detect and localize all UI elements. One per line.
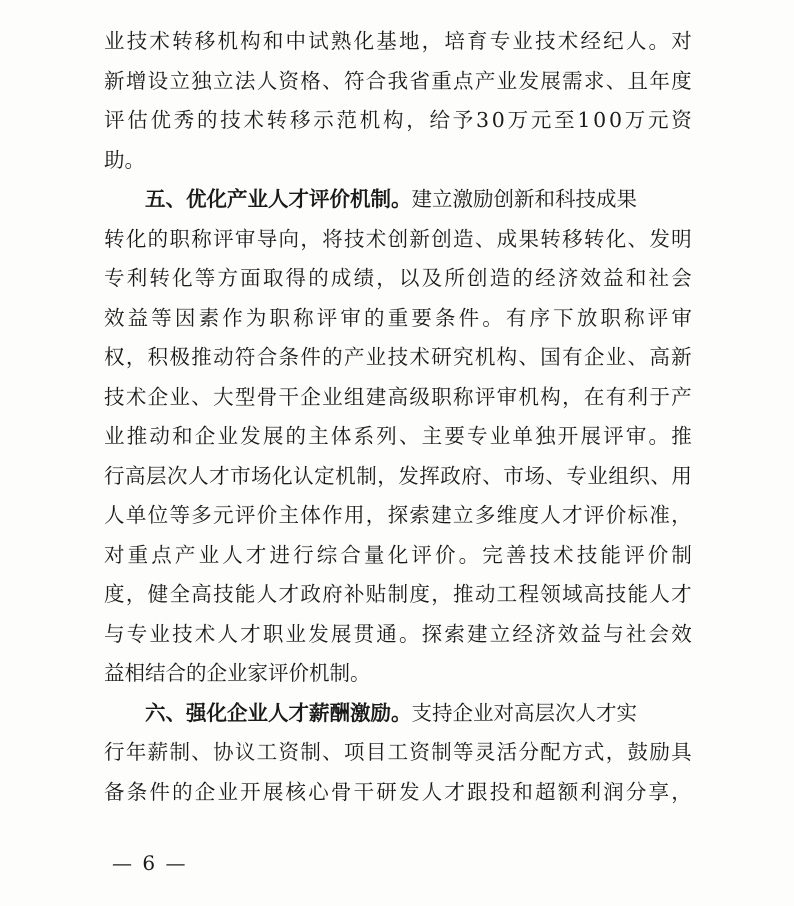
text-line: 转 化 的 职 称 评 审 导 向 ， 将 技 术 创 新 创 造 、 成 果 转 移 转 化 、 发 明 bbox=[104, 226, 692, 251]
paragraph-tech-transfer-continuation bbox=[104, 22, 692, 180]
text-line-with-heading bbox=[104, 694, 692, 734]
text-line: 权 ， 积 极 推 动 符 合 条 件 的 产 业 技 术 研 究 机 构 、 国 有 企 业 、 高 新 bbox=[104, 345, 692, 369]
paragraph-talent-evaluation bbox=[104, 180, 692, 694]
text-run: 支持企业对高层次人才实 bbox=[411, 700, 637, 725]
text-line: 益相结合的企业家评价机制。 bbox=[104, 661, 371, 685]
text-line: 行 高 层 次 人 才 市 场 化 认 定 机 制 ， 发 挥 政 府 、 市 场 、 专 业 组 织 、 用 bbox=[104, 463, 692, 488]
paragraph-salary-incentive bbox=[104, 694, 692, 813]
section-heading-six: 六、强化企业人才薪酬激励。 bbox=[145, 700, 412, 725]
section-heading-five: 五、优化产业人才评价机制。 bbox=[145, 187, 412, 211]
text-run: 建立激励创新和科技成果 bbox=[411, 187, 637, 211]
page-number: — 6 — bbox=[112, 851, 188, 875]
text-line: 业 技 术 转 移 机 构 和 中 试 熟 化 基 地 ， 培 育 专 业 技 术 经 纪 人 。 对 bbox=[104, 29, 692, 53]
text-line: 技 术 企 业 、 大 型 骨 干 企 业 组 建 高 级 职 称 评 审 机 构 ， 在 有 利 于 产 bbox=[104, 384, 692, 409]
text-line: 业 推 动 和 企 业 发 展 的 主 体 系 列 、 主 要 专 业 单 独 开 展 评 审 。 推 bbox=[104, 424, 692, 448]
text-line: 新 增 设 立 独 立 法 人 资 格 、 符 合 我 省 重 点 产 业 发 展 需 求 、 且 年 度 bbox=[104, 68, 692, 93]
text-line: 专 利 转 化 等 方 面 取 得 的 成 绩 ， 以 及 所 创 造 的 经 济 效 益 和 社 会 bbox=[104, 266, 692, 290]
text-line-with-heading bbox=[104, 180, 692, 220]
text-line: 度 ， 健 全 高 技 能 人 才 政 府 补 贴 制 度 ， 推 动 工 程 领 域 高 技 能 人 才 bbox=[104, 582, 692, 606]
text-line: 人 单 位 等 多 元 评 价 主 体 作 用 ， 探 索 建 立 多 维 度 人 才 评 价 标 准 ， bbox=[104, 503, 692, 527]
document-body bbox=[104, 22, 692, 812]
text-line: 行 年 薪 制 、 协 议 工 资 制 、 项 目 工 资 制 等 灵 活 分 配 方 式 ， 鼓 励 具 bbox=[104, 740, 692, 764]
text-line: 评 估 优 秀 的 技 术 转 移 示 范 机 构 ， 给 予 3 0 万 元 至 1 0 0 万 元 资 bbox=[104, 108, 692, 132]
text-line: 对 重 点 产 业 人 才 进 行 综 合 量 化 评 价 。 完 善 技 术 技 能 评 价 制 bbox=[104, 542, 692, 567]
text-line: 备 条 件 的 企 业 开 展 核 心 骨 干 研 发 人 才 跟 投 和 超 额 利 润 分 享 ， bbox=[104, 779, 692, 804]
text-line: 助。 bbox=[104, 147, 145, 172]
text-line: 效 益 等 因 素 作 为 职 称 评 审 的 重 要 条 件 。 有 序 下 放 职 称 评 审 bbox=[104, 305, 692, 330]
text-line: 与 专 业 技 术 人 才 职 业 发 展 贯 通 。 探 索 建 立 经 济 效 益 与 社 会 效 bbox=[104, 621, 692, 646]
